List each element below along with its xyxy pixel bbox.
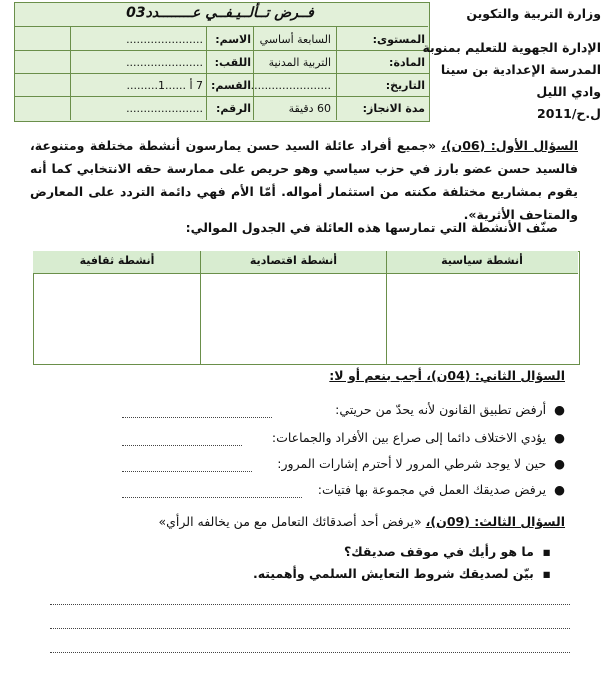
q2-item-3-text: حين لا يوجد شرطي المرور لا أحترم إشارات المرور: <box>277 456 547 471</box>
dept-line-1: الإدارة الجهوية للتعليم بمنوبة <box>422 40 601 55</box>
surname-label: اللقب: <box>214 56 251 69</box>
name-value[interactable]: ...................... <box>126 33 203 46</box>
q3-quote: «يرفض أحد أصدقائك التعامل مع من يخالفه الرأي» <box>158 514 422 529</box>
level-label: المستوى: <box>372 33 425 46</box>
q1-paragraph <box>30 134 578 226</box>
bullet-icon: ● <box>546 482 565 497</box>
q2-item-3 <box>277 456 565 471</box>
q3-item-2-text: بيّن لصديقك شروط التعايش السلمي وأهميته. <box>252 566 534 581</box>
answer-line-2[interactable] <box>50 627 570 629</box>
table-header-cultural: أنشطة ثقافية <box>79 254 155 267</box>
level-value: السابعة أساسي <box>259 33 331 46</box>
dept-line-3: وادي الليل <box>536 84 601 99</box>
class-label: القسم: <box>210 79 251 92</box>
table-cell-cultural[interactable] <box>34 274 200 363</box>
name-label: الاسم: <box>215 33 251 46</box>
q2-item-1 <box>335 402 565 417</box>
q1-instruction: صنّف الأنشطة التي تمارسها هذه العائلة في الجدول الموالي: <box>185 220 558 235</box>
dept-line-4: ل.ح/2011 <box>537 106 601 121</box>
exam-title: فــرض تــألــيـفــي عــــــــدد03 <box>126 5 314 21</box>
header-row-line-1 <box>14 50 429 51</box>
subject-label: المادة: <box>389 56 425 69</box>
header-row-line-3 <box>14 96 429 97</box>
q2-item-4-text: يرفض صديقك العمل في مجموعة بها فتيات: <box>317 482 547 497</box>
answer-line-1[interactable] <box>50 603 570 605</box>
class-value[interactable]: 7 أ ......1......... <box>126 79 203 92</box>
table-header-economic: أنشطة اقتصادية <box>249 254 338 267</box>
q2-item-2-text: يؤدي الاختلاف دائما إلى صراع بين الأفراد والجماعات: <box>271 430 547 445</box>
q3-item-1 <box>344 544 551 559</box>
q3-line <box>158 510 565 533</box>
number-label: الرقم: <box>216 102 251 115</box>
q3-item-2 <box>253 566 551 581</box>
q2-heading: السؤال الثاني: (04ن)، أجب بنعم أو لا: <box>329 368 565 383</box>
q2-answer-line-2[interactable] <box>122 444 242 446</box>
q2-item-4 <box>318 482 565 497</box>
table-header-political: أنشطة سياسية <box>441 254 523 267</box>
date-label: التاريخ: <box>385 79 425 92</box>
bullet-icon: ● <box>546 402 565 417</box>
header-row-line-2 <box>14 73 429 74</box>
q3-item-1-text: ما هو رأيك في موقف صديقك؟ <box>343 544 534 559</box>
q2-answer-line-1[interactable] <box>122 416 272 418</box>
duration-label: مدة الانجاز: <box>362 102 425 115</box>
ministry-name: وزارة التربية والتكوين <box>466 6 601 21</box>
subject-value: التربية المدنية <box>268 56 331 69</box>
date-value[interactable]: ....................... <box>250 79 331 92</box>
table-cell-political[interactable] <box>387 274 577 363</box>
bullet-icon: ● <box>546 430 565 445</box>
bullet-icon: ▪ <box>533 544 551 559</box>
duration-value: 60 دقيقة <box>288 102 331 115</box>
dept-line-2: المدرسة الإعدادية بن سينا <box>440 62 601 77</box>
q1-heading: السؤال الأول: (06ن)، <box>441 138 578 153</box>
answer-line-3[interactable] <box>50 651 570 653</box>
surname-value[interactable]: ...................... <box>126 56 203 69</box>
q2-item-1-text: أرفض تطبيق القانون لأنه يحدّ من حريتي: <box>335 402 547 417</box>
q2-answer-line-3[interactable] <box>122 470 252 472</box>
q2-item-2 <box>272 430 565 445</box>
bullet-icon: ● <box>546 456 565 471</box>
number-value[interactable]: ...................... <box>126 102 203 115</box>
q1-text: «جميع أفراد عائلة السيد حسن يمارسون أنشطة مختلفة ومتنوعة، فالسيد حسن عضو بارز في حزب سياسي وهو حريص على ممارسة حقه الانتخابي كما أنه يقوم بمشاريع مختلفة مكنته من استثمار أمواله. أمّا الأم فهي دائمة التردد على المعارض والمتاحف الأثرية». <box>30 138 578 222</box>
q3-heading: السؤال الثالث: (09ن)، <box>425 514 565 529</box>
table-cell-economic[interactable] <box>201 274 386 363</box>
q2-answer-line-4[interactable] <box>122 496 302 498</box>
bullet-icon: ▪ <box>533 566 551 581</box>
